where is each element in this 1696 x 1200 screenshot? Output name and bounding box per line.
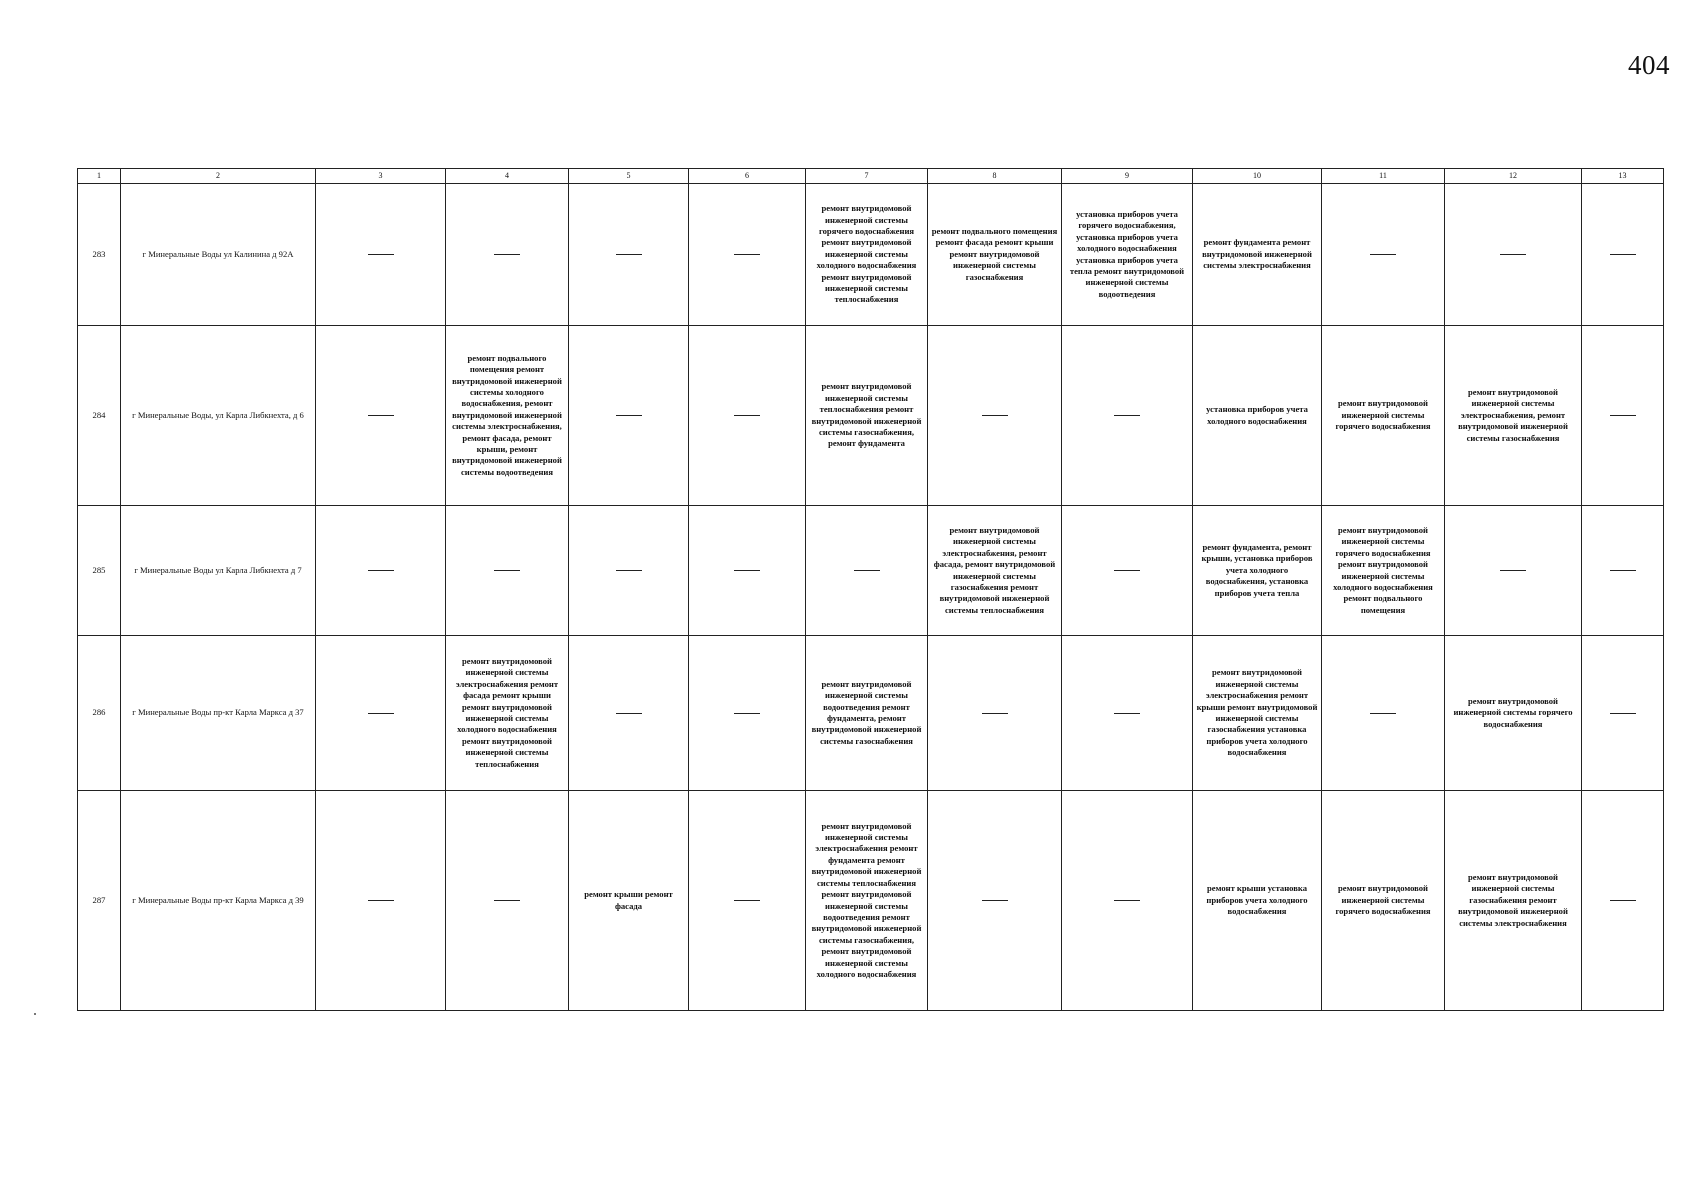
- dash-mark: [1610, 713, 1636, 714]
- work-cell: ремонт внутридомовой инженерной системы электроснабжения ремонт крыши ремонт внутридомовой инженерной системы газоснабжения установка приборов учета холодного водоснабжения: [1193, 636, 1322, 791]
- dash-mark: [1610, 415, 1636, 416]
- dash-mark: [494, 900, 520, 901]
- empty-cell: [446, 184, 569, 326]
- empty-cell: [1322, 636, 1445, 791]
- work-cell: ремонт крыши установка приборов учета холодного водоснабжения: [1193, 791, 1322, 1011]
- table-row: [78, 326, 1664, 506]
- work-cell: ремонт фундамента, ремонт крыши, установка приборов учета холодного водоснабжения, установка приборов учета тепла: [1193, 506, 1322, 636]
- column-number: 8: [928, 169, 1062, 184]
- empty-cell: [446, 791, 569, 1011]
- dash-mark: [1114, 415, 1140, 416]
- empty-cell: [316, 636, 446, 791]
- empty-cell: [1322, 184, 1445, 326]
- work-cell: установка приборов учета холодного водоснабжения: [1193, 326, 1322, 506]
- column-number: 7: [806, 169, 928, 184]
- address-cell: г Минеральные Воды пр-кт Карла Маркса д 39: [121, 791, 316, 1011]
- work-cell: ремонт внутридомовой инженерной системы горячего водоснабжения ремонт внутридомовой инженерной системы холодного водоснабжения ремонт подвального помещения: [1322, 506, 1445, 636]
- column-number: 5: [569, 169, 689, 184]
- dash-mark: [734, 415, 760, 416]
- work-cell: ремонт внутридомовой инженерной системы теплоснабжения ремонт внутридомовой инженерной системы газоснабжения, ремонт фундамента: [806, 326, 928, 506]
- empty-cell: [689, 326, 806, 506]
- column-number: 10: [1193, 169, 1322, 184]
- work-cell: ремонт подвального помещения ремонт внутридомовой инженерной системы холодного водоснабжения, ремонт внутридомовой инженерной системы электроснабжения, ремонт фасада, ремонт крыши, ремонт внутридомовой инженерной системы водоотведения: [446, 326, 569, 506]
- column-number: 1: [78, 169, 121, 184]
- empty-cell: [1582, 184, 1664, 326]
- empty-cell: [689, 791, 806, 1011]
- column-number: 2: [121, 169, 316, 184]
- table-row: [78, 184, 1664, 326]
- work-cell: ремонт внутридомовой инженерной системы горячего водоснабжения: [1445, 636, 1582, 791]
- empty-cell: [928, 326, 1062, 506]
- dash-mark: [982, 415, 1008, 416]
- dash-mark: [1370, 713, 1396, 714]
- empty-cell: [1445, 506, 1582, 636]
- repair-schedule-table: [77, 168, 1664, 1011]
- empty-cell: [1062, 506, 1193, 636]
- row-index: 286: [78, 636, 121, 791]
- row-index: 283: [78, 184, 121, 326]
- address-cell: г Минеральные Воды пр-кт Карла Маркса д 37: [121, 636, 316, 791]
- empty-cell: [316, 791, 446, 1011]
- empty-cell: [689, 184, 806, 326]
- empty-cell: [569, 636, 689, 791]
- dash-mark: [982, 900, 1008, 901]
- empty-cell: [928, 636, 1062, 791]
- empty-cell: [689, 636, 806, 791]
- work-cell: ремонт внутридомовой инженерной системы электроснабжения ремонт фундамента ремонт внутридомовой инженерной системы теплоснабжения ремонт внутридомовой инженерной системы водоотведения ремонт внутридомовой инженерной системы газоснабжения, ремонт внутридомовой инженерной системы холодного водоснабжения: [806, 791, 928, 1011]
- dash-mark: [368, 415, 394, 416]
- table-row: [78, 636, 1664, 791]
- dash-mark: [494, 254, 520, 255]
- dash-mark: [1500, 570, 1526, 571]
- column-number: 3: [316, 169, 446, 184]
- column-number: 11: [1322, 169, 1445, 184]
- empty-cell: [569, 506, 689, 636]
- empty-cell: [316, 184, 446, 326]
- work-cell: ремонт внутридомовой инженерной системы электроснабжения ремонт фасада ремонт крыши ремонт внутридомовой инженерной системы холодного водоснабжения ремонт внутридомовой инженерной системы теплоснабжения: [446, 636, 569, 791]
- dash-mark: [854, 570, 880, 571]
- column-number: 4: [446, 169, 569, 184]
- dash-mark: [1370, 254, 1396, 255]
- empty-cell: [569, 326, 689, 506]
- dash-mark: [1610, 900, 1636, 901]
- work-cell: ремонт крыши ремонт фасада: [569, 791, 689, 1011]
- dash-mark: [368, 713, 394, 714]
- work-cell: ремонт внутридомовой инженерной системы водоотведения ремонт фундамента, ремонт внутридомовой инженерной системы газоснабжения: [806, 636, 928, 791]
- empty-cell: [1582, 791, 1664, 1011]
- empty-cell: [316, 326, 446, 506]
- empty-cell: [1062, 326, 1193, 506]
- work-cell: ремонт внутридомовой инженерной системы газоснабжения ремонт внутридомовой инженерной системы электроснабжения: [1445, 791, 1582, 1011]
- column-number-row: [78, 169, 1664, 184]
- row-index: 284: [78, 326, 121, 506]
- row-index: 287: [78, 791, 121, 1011]
- dash-mark: [1610, 570, 1636, 571]
- address-cell: г Минеральные Воды ул Калинина д 92А: [121, 184, 316, 326]
- table-row: [78, 506, 1664, 636]
- work-cell: ремонт внутридомовой инженерной системы горячего водоснабжения: [1322, 791, 1445, 1011]
- empty-cell: [1582, 506, 1664, 636]
- empty-cell: [1062, 791, 1193, 1011]
- empty-cell: [689, 506, 806, 636]
- dash-mark: [616, 254, 642, 255]
- dash-mark: [368, 900, 394, 901]
- address-cell: г Минеральные Воды ул Карла Либкнехта д 7: [121, 506, 316, 636]
- column-number: 9: [1062, 169, 1193, 184]
- empty-cell: [1582, 636, 1664, 791]
- dash-mark: [616, 415, 642, 416]
- empty-cell: [1062, 636, 1193, 791]
- empty-cell: [928, 791, 1062, 1011]
- empty-cell: [1445, 184, 1582, 326]
- empty-cell: [1582, 326, 1664, 506]
- dash-mark: [1610, 254, 1636, 255]
- work-cell: ремонт подвального помещения ремонт фасада ремонт крыши ремонт внутридомовой инженерной системы газоснабжения: [928, 184, 1062, 326]
- dash-mark: [1114, 570, 1140, 571]
- dash-mark: [494, 570, 520, 571]
- work-cell: ремонт фундамента ремонт внутридомовой инженерной системы электроснабжения: [1193, 184, 1322, 326]
- column-number: 12: [1445, 169, 1582, 184]
- row-index: 285: [78, 506, 121, 636]
- work-cell: ремонт внутридомовой инженерной системы горячего водоснабжения: [1322, 326, 1445, 506]
- scan-speck: [34, 1013, 36, 1015]
- dash-mark: [734, 570, 760, 571]
- page-number: 404: [1628, 50, 1670, 80]
- dash-mark: [616, 713, 642, 714]
- dash-mark: [1114, 900, 1140, 901]
- work-cell: установка приборов учета горячего водоснабжения, установка приборов учета холодного водоснабжения установка приборов учета тепла ремонт внутридомовой инженерной системы водоотведения: [1062, 184, 1193, 326]
- dash-mark: [368, 570, 394, 571]
- empty-cell: [569, 184, 689, 326]
- work-cell: ремонт внутридомовой инженерной системы электроснабжения, ремонт фасада, ремонт внутридомовой инженерной системы газоснабжения ремонт внутридомовой инженерной системы теплоснабжения: [928, 506, 1062, 636]
- work-cell: ремонт внутридомовой инженерной системы горячего водоснабжения ремонт внутридомовой инженерной системы холодного водоснабжения ремонт внутридомовой инженерной системы теплоснабжения: [806, 184, 928, 326]
- address-cell: г Минеральные Воды, ул Карла Либкнехта, д 6: [121, 326, 316, 506]
- empty-cell: [316, 506, 446, 636]
- dash-mark: [616, 570, 642, 571]
- dash-mark: [734, 900, 760, 901]
- table-row: [78, 791, 1664, 1011]
- dash-mark: [1500, 254, 1526, 255]
- column-number: 13: [1582, 169, 1664, 184]
- work-cell: ремонт внутридомовой инженерной системы электроснабжения, ремонт внутридомовой инженерной системы газоснабжения: [1445, 326, 1582, 506]
- dash-mark: [1114, 713, 1140, 714]
- column-number: 6: [689, 169, 806, 184]
- dash-mark: [982, 713, 1008, 714]
- empty-cell: [446, 506, 569, 636]
- dash-mark: [734, 254, 760, 255]
- dash-mark: [368, 254, 394, 255]
- dash-mark: [734, 713, 760, 714]
- empty-cell: [806, 506, 928, 636]
